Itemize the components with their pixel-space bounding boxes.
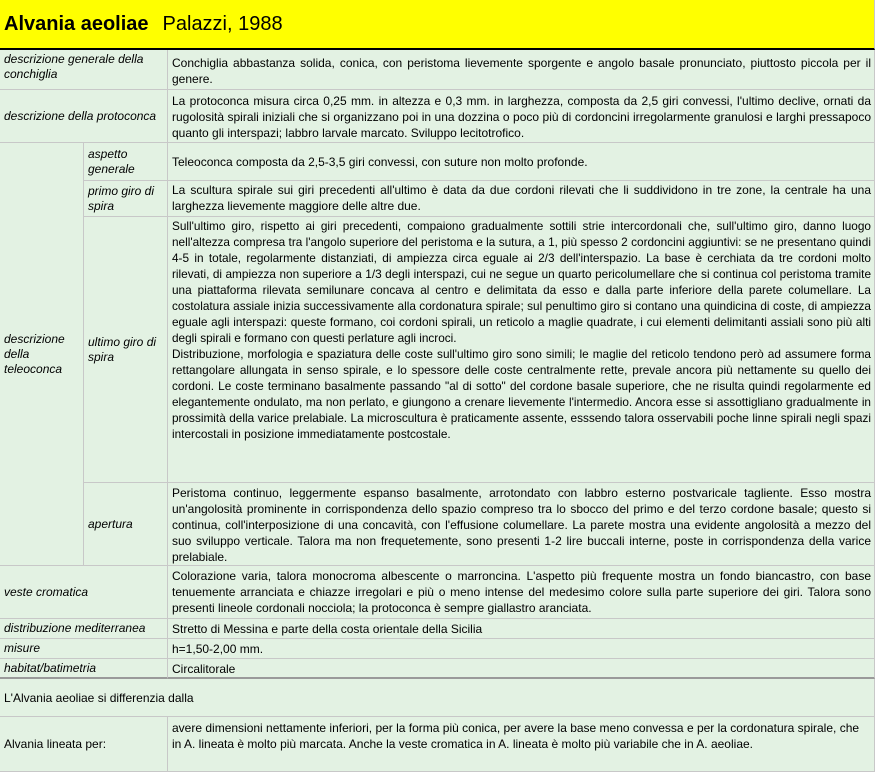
value-distribuzione: Stretto di Messina e parte della costa orientale della Sicilia <box>168 619 875 639</box>
label-text: habitat/batimetria <box>4 660 97 675</box>
label-text: descrizione della protoconca <box>4 108 157 123</box>
value-habitat: Circalitorale <box>168 659 875 679</box>
label-descrizione-generale <box>0 50 168 90</box>
label-distribuzione <box>0 619 168 639</box>
label-text: apertura <box>88 516 133 531</box>
label-text: primo giro di spira <box>88 183 155 213</box>
label-apertura <box>84 483 168 566</box>
label-habitat <box>0 659 168 679</box>
label-aspetto-generale <box>84 143 168 181</box>
label-text: descrizione della teleoconca <box>4 331 65 376</box>
value-veste-cromatica: Colorazione varia, talora monocroma albescente o marroncina. L'aspetto più frequente mostra un fondo biancastro, con base tenuemente arranciata e chiazze irregolari e più o meno intense del medesimo colore sulla parte superiore dei giri. Talora sono presenti lineole cordonali nocciola; la protoconca è sempre giallastro aranciata. <box>168 566 875 619</box>
label-misure <box>0 639 168 659</box>
label-text: descrizione generale della conchiglia <box>4 52 144 81</box>
label-text: veste cromatica <box>4 584 89 599</box>
title-row <box>0 0 875 50</box>
comparison-label: Alvania lineata per: <box>0 717 168 772</box>
label-text: distribuzione mediterranea <box>4 621 146 635</box>
label-text: misure <box>4 641 41 655</box>
value-protoconca: La protoconca misura circa 0,25 mm. in altezza e 0,3 mm. in larghezza, composta da 2,5 giri convessi, l'ultimo declive, ornati da rugolosità spirali iniziali che si organizzano poi in una dozzina o poco più di cordoncini irregolarmente granulosi e larghi pressapoco quanto gli interspazi; labbro larvale marcato. Sviluppo lecitotrofico. <box>168 90 875 143</box>
value-primo-giro: La scultura spirale sui giri precedenti all'ultimo è data da due cordoni rilevati che li suddividono in tre zone, la centrale ha una larghezza lievemente maggiore delle altre due. <box>168 181 875 217</box>
value-descrizione-generale: Conchiglia abbastanza solida, conica, con peristoma lievemente sporgente e angolo basale pronunciato, piuttosto piccola per il genere. <box>168 50 875 90</box>
label-teleoconca <box>0 143 84 566</box>
ultimo-giro-paragraph-1: Sull'ultimo giro, rispetto ai giri precedenti, compaiono gradualmente sottili strie intercordonali che, sull'ultimo giro, danno luogo nell'altezza compresa tra l'angolo superiore del peristoma e la sutura, a 1, più spesso 2 cordoncini aggiuntivi: se ne presentano quindi 4-5 in totale, regolarmente distanziati, di ampiezza circa eguale ai 2/3 dell'interspazio. La base è cerchiata da tre cordoni molto rilevati, di ampiezza non superiore a 1/3 degli interspazi, cui ne segue un quarto pericolumellare che si continua col peristoma tramite una piattaforma rilevata semilunare concava al centro e delimitata da esso e dalla parte inferiore della parete columellare. La costolatura assiale inizia successivamente alla cordonatura spirale; sul penultimo giro si contano una quindicina di coste, di ampiezza eguale agli interspazi: queste formano, coi cordoni spirali, un reticolo a maglie quadrate, i cui elementi delimitanti assiali sono più alti degli spirali e formano con questi perlature agli incroci. <box>172 219 871 345</box>
value-aspetto-generale: Teleoconca composta da 2,5-3,5 giri convessi, con suture non molto profonde. <box>168 143 875 181</box>
comparison-value: avere dimensioni nettamente inferiori, per la forma più conica, per avere la base meno convessa e per la cordonatura spirale, che in A. lineata è molto più marcata. Anche la veste cromatica in A. lineata è molto più variabile che in A. aeoliae. <box>168 717 875 772</box>
comparison-intro: L'Alvania aeoliae si differenzia dalla <box>0 679 875 717</box>
ultimo-giro-paragraph-2: Distribuzione, morfologia e spaziatura delle coste sull'ultimo giro sono simili; le maglie del reticolo tendono però ad assumere forma rettangolare allungata in senso spirale, e lo spessore delle coste centralmente rette, prevale ancora più nettamente su quello dei cordoni. Le coste terminano basalmente passando "al di sotto" del cordone basale superiore, che ne risulta quindi regolarmente ed elegantemente ondulato, ma non perlato, e giungono a crenare lievemente l'intermedio. Ancora esse si assottigliano gradualmente in prossimità della varice prelabiale. La microscultura è praticamente assente, esssendo talora osservabili poche linne spirali negli spazi intercostali in posizione immediatamente postcostale. <box>172 347 871 441</box>
label-veste-cromatica <box>0 566 168 619</box>
value-ultimo-giro <box>168 217 875 483</box>
species-name: Alvania aeoliae <box>4 13 149 35</box>
label-text: ultimo giro di spira <box>88 334 157 364</box>
value-misure: h=1,50-2,00 mm. <box>168 639 875 659</box>
species-author: Palazzi, 1988 <box>162 13 283 35</box>
label-protoconca <box>0 90 168 143</box>
value-apertura: Peristoma continuo, leggermente espanso basalmente, arrotondato con labbro esterno postvaricale tagliente. Esso mostra un'angolosità prominente in corrispondenza dello spazio compreso tra lo sbocco del primo e del terzo cordone basale; questo si continua, coll'interposizione di una concavità, con l'effusione columellare. La parete mostra una evidente angolosità a mezzo del suo sviluppo verticale. Talora ma non frequetemente, sono presenti 1-2 lire buccali interne, poste in corrispondenza della varice prelabiale. <box>168 483 875 566</box>
label-primo-giro <box>84 181 168 217</box>
label-ultimo-giro <box>84 217 168 483</box>
label-text: aspetto generale <box>88 146 135 176</box>
